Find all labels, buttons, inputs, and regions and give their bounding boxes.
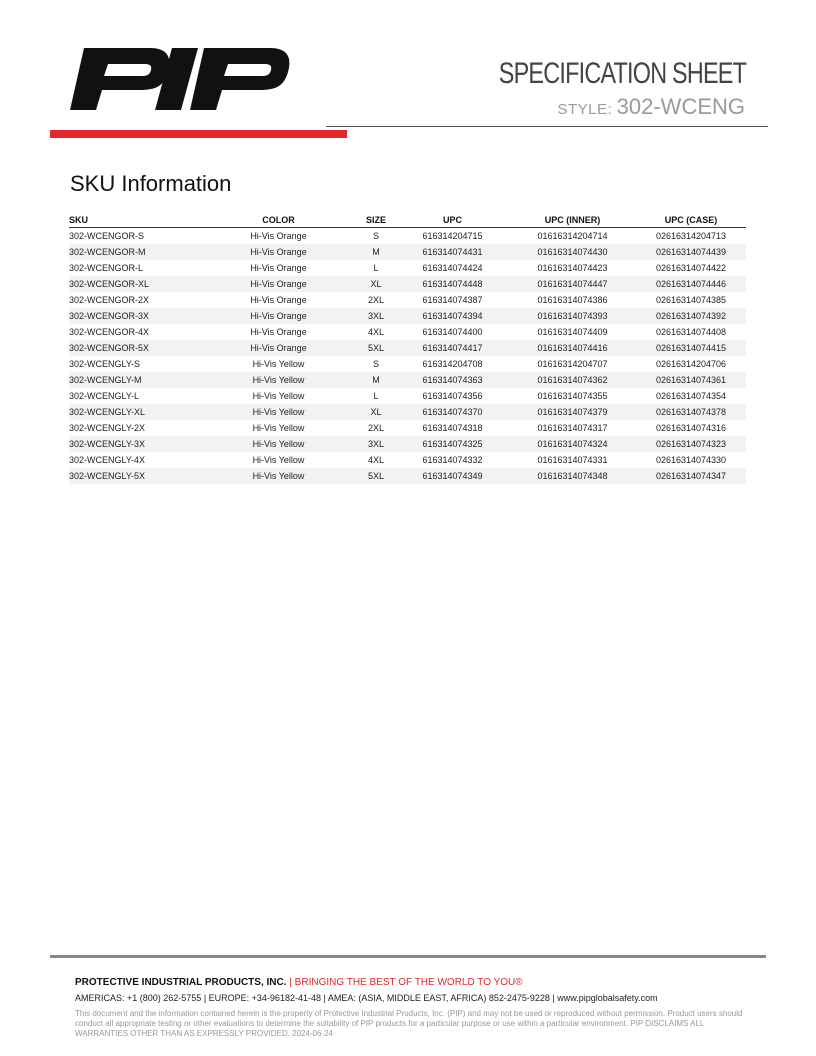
- table-row: [69, 260, 746, 276]
- cell-color: Hi-Vis Yellow: [201, 468, 356, 484]
- header-size: SIZE: [356, 213, 396, 228]
- footer-separator: |: [289, 977, 292, 988]
- table-header-row: [69, 213, 746, 228]
- cell-upc: 616314074417: [396, 340, 509, 356]
- cell-upc-inner: 01616314074447: [509, 276, 636, 292]
- cell-upc-inner: 01616314074430: [509, 244, 636, 260]
- cell-size: 3XL: [356, 436, 396, 452]
- section-title: SKU Information: [70, 171, 232, 196]
- cell-upc: 616314074431: [396, 244, 509, 260]
- cell-color: Hi-Vis Orange: [250, 295, 307, 305]
- cell-upc-inner: 01616314074393: [509, 308, 636, 324]
- cell-upc-case: 02616314074361: [636, 372, 746, 388]
- header-sku: SKU: [69, 213, 201, 228]
- cell-size: 4XL: [367, 327, 384, 337]
- table-row: [69, 420, 746, 436]
- cell-upc-inner: 01616314074362: [509, 372, 636, 388]
- cell-size: XL: [356, 404, 396, 420]
- table-row: [69, 324, 746, 340]
- cell-size: 2XL: [367, 423, 384, 433]
- disclaimer: This document and the information contained herein is the property of Protective Industrial Products, Inc. (PIP) and may not be used or reproduced without permission. Product users should conduct all appropriate testing or other evaluations to determine the suitability of PIP products for a particular purpose or use within a particular environment. PIP DISCLAIMS ALL WARRANTIES OTHER THAN AS EXPRESSLY PROVIDED. 2024-06-24: [75, 1009, 743, 1038]
- cell-upc: 616314074370: [396, 404, 509, 420]
- cell-size: S: [372, 359, 379, 369]
- cell-upc-case: 02616314074408: [655, 327, 727, 337]
- cell-upc-inner: 01616314074386: [537, 295, 608, 305]
- cell-upc: 616314074387: [422, 295, 483, 305]
- cell-color: Hi-Vis Yellow: [252, 391, 305, 401]
- header-upc: UPC: [396, 213, 509, 228]
- table-row: [69, 452, 746, 468]
- cell-upc-inner: 01616314074416: [509, 340, 636, 356]
- cell-upc: 616314074349: [396, 468, 509, 484]
- sheet-title: SPECIFICATION SHEET: [498, 57, 746, 90]
- sku-table-body: [69, 228, 746, 485]
- cell-upc-case: 02616314074330: [655, 455, 727, 465]
- cell-upc: 616314074400: [422, 327, 483, 337]
- company-tagline: BRINGING THE BEST OF THE WORLD TO YOU®: [294, 977, 523, 988]
- table-row: [69, 436, 746, 452]
- cell-upc-inner: 01616314074355: [537, 391, 608, 401]
- cell-upc-case: 02616314074415: [636, 340, 746, 356]
- cell-sku: 302-WCENGOR-M: [69, 244, 201, 260]
- cell-upc: 616314204715: [422, 231, 483, 241]
- footer-divider: [50, 955, 766, 958]
- cell-upc-inner: 01616314074324: [509, 436, 636, 452]
- cell-upc: 616314204708: [422, 359, 483, 369]
- cell-size: 3XL: [356, 308, 396, 324]
- cell-size: 2XL: [367, 295, 384, 305]
- cell-size: M: [356, 372, 396, 388]
- cell-upc-inner: 01616314074409: [537, 327, 608, 337]
- cell-upc-inner: 01616314204707: [537, 359, 608, 369]
- cell-sku: 302-WCENGLY-L: [69, 391, 140, 401]
- cell-color: Hi-Vis Yellow: [252, 455, 305, 465]
- cell-sku: 302-WCENGOR-L: [69, 263, 144, 273]
- cell-upc-case: 02616314074354: [655, 391, 727, 401]
- table-row: [69, 308, 746, 324]
- table-row: [69, 404, 746, 420]
- cell-sku: 302-WCENGLY-XL: [69, 404, 201, 420]
- cell-color: Hi-Vis Orange: [201, 308, 356, 324]
- cell-size: 4XL: [367, 455, 384, 465]
- header-color: COLOR: [201, 213, 356, 228]
- cell-upc-case: 02616314204713: [655, 231, 727, 241]
- table-row: [69, 356, 746, 372]
- cell-upc: 616314074356: [422, 391, 483, 401]
- header-upc-inner: UPC (INNER): [509, 213, 636, 228]
- cell-upc: 616314074448: [396, 276, 509, 292]
- table-row: [69, 228, 746, 245]
- cell-color: Hi-Vis Orange: [201, 340, 356, 356]
- cell-upc-case: 02616314074385: [655, 295, 727, 305]
- header-divider: [326, 126, 768, 127]
- cell-sku: 302-WCENGLY-5X: [69, 468, 201, 484]
- cell-sku: 302-WCENGOR-2X: [69, 295, 150, 305]
- contact-info: AMERICAS: +1 (800) 262-5755 | EUROPE: +34-96182-41-48 | AMEA: (ASIA, MIDDLE EAST, AFRICA) 852-2475-9228 | www.pipglobalsafety.com: [75, 993, 658, 1003]
- cell-size: M: [356, 244, 396, 260]
- logo-accent-bar: [50, 130, 347, 138]
- cell-color: Hi-Vis Yellow: [201, 436, 356, 452]
- cell-upc-inner: 01616314074379: [509, 404, 636, 420]
- cell-size: S: [372, 231, 379, 241]
- pip-logo: [68, 46, 290, 112]
- cell-color: Hi-Vis Yellow: [201, 404, 356, 420]
- cell-upc-case: 02616314074347: [636, 468, 746, 484]
- sku-table: [69, 213, 746, 484]
- cell-size: 5XL: [356, 468, 396, 484]
- cell-upc-inner: 01616314074317: [537, 423, 608, 433]
- cell-upc: 616314074394: [396, 308, 509, 324]
- style-label: STYLE:: [557, 101, 613, 118]
- cell-size: 5XL: [356, 340, 396, 356]
- cell-upc-inner: 01616314204714: [537, 231, 608, 241]
- cell-upc-inner: 01616314074348: [509, 468, 636, 484]
- cell-size: L: [373, 263, 379, 273]
- cell-size: L: [373, 391, 379, 401]
- cell-upc-case: 02616314074316: [655, 423, 727, 433]
- cell-sku: 302-WCENGOR-3X: [69, 308, 201, 324]
- cell-color: Hi-Vis Orange: [250, 231, 307, 241]
- cell-upc-case: 02616314074439: [636, 244, 746, 260]
- style-value: 302-WCENG: [616, 94, 745, 119]
- cell-sku: 302-WCENGOR-4X: [69, 327, 150, 337]
- cell-upc-case: 02616314074378: [636, 404, 746, 420]
- cell-upc-case: 02616314074323: [636, 436, 746, 452]
- cell-sku: 302-WCENGLY-3X: [69, 436, 201, 452]
- cell-color: Hi-Vis Yellow: [252, 359, 305, 369]
- cell-size: XL: [356, 276, 396, 292]
- cell-upc: 616314074424: [422, 263, 483, 273]
- cell-upc: 616314074325: [396, 436, 509, 452]
- cell-upc-case: 02616314074422: [655, 263, 727, 273]
- cell-sku: 302-WCENGLY-M: [69, 372, 201, 388]
- company-name: PROTECTIVE INDUSTRIAL PRODUCTS, INC.: [75, 977, 287, 988]
- style-line: [558, 94, 746, 120]
- cell-sku: 302-WCENGOR-S: [69, 231, 145, 241]
- footer-company-line: [75, 977, 523, 988]
- table-row: [69, 468, 746, 484]
- cell-sku: 302-WCENGLY-2X: [69, 423, 146, 433]
- header-upc-case: UPC (CASE): [636, 213, 746, 228]
- table-row: [69, 276, 746, 292]
- cell-color: Hi-Vis Yellow: [252, 423, 305, 433]
- cell-sku: 302-WCENGOR-XL: [69, 276, 201, 292]
- cell-upc-inner: 01616314074331: [537, 455, 608, 465]
- table-row: [69, 244, 746, 260]
- cell-sku: 302-WCENGLY-S: [69, 359, 141, 369]
- cell-upc-inner: 01616314074423: [537, 263, 608, 273]
- cell-upc: 616314074363: [396, 372, 509, 388]
- table-row: [69, 372, 746, 388]
- cell-upc-case: 02616314074446: [636, 276, 746, 292]
- cell-upc: 616314074332: [422, 455, 483, 465]
- cell-color: Hi-Vis Orange: [250, 263, 307, 273]
- cell-upc-case: 02616314204706: [655, 359, 727, 369]
- cell-color: Hi-Vis Orange: [201, 276, 356, 292]
- table-row: [69, 388, 746, 404]
- cell-color: Hi-Vis Orange: [201, 244, 356, 260]
- table-row: [69, 292, 746, 308]
- cell-sku: 302-WCENGLY-4X: [69, 455, 146, 465]
- cell-upc: 616314074318: [422, 423, 483, 433]
- cell-color: Hi-Vis Orange: [250, 327, 307, 337]
- table-row: [69, 340, 746, 356]
- cell-sku: 302-WCENGOR-5X: [69, 340, 201, 356]
- cell-upc-case: 02616314074392: [636, 308, 746, 324]
- cell-color: Hi-Vis Yellow: [201, 372, 356, 388]
